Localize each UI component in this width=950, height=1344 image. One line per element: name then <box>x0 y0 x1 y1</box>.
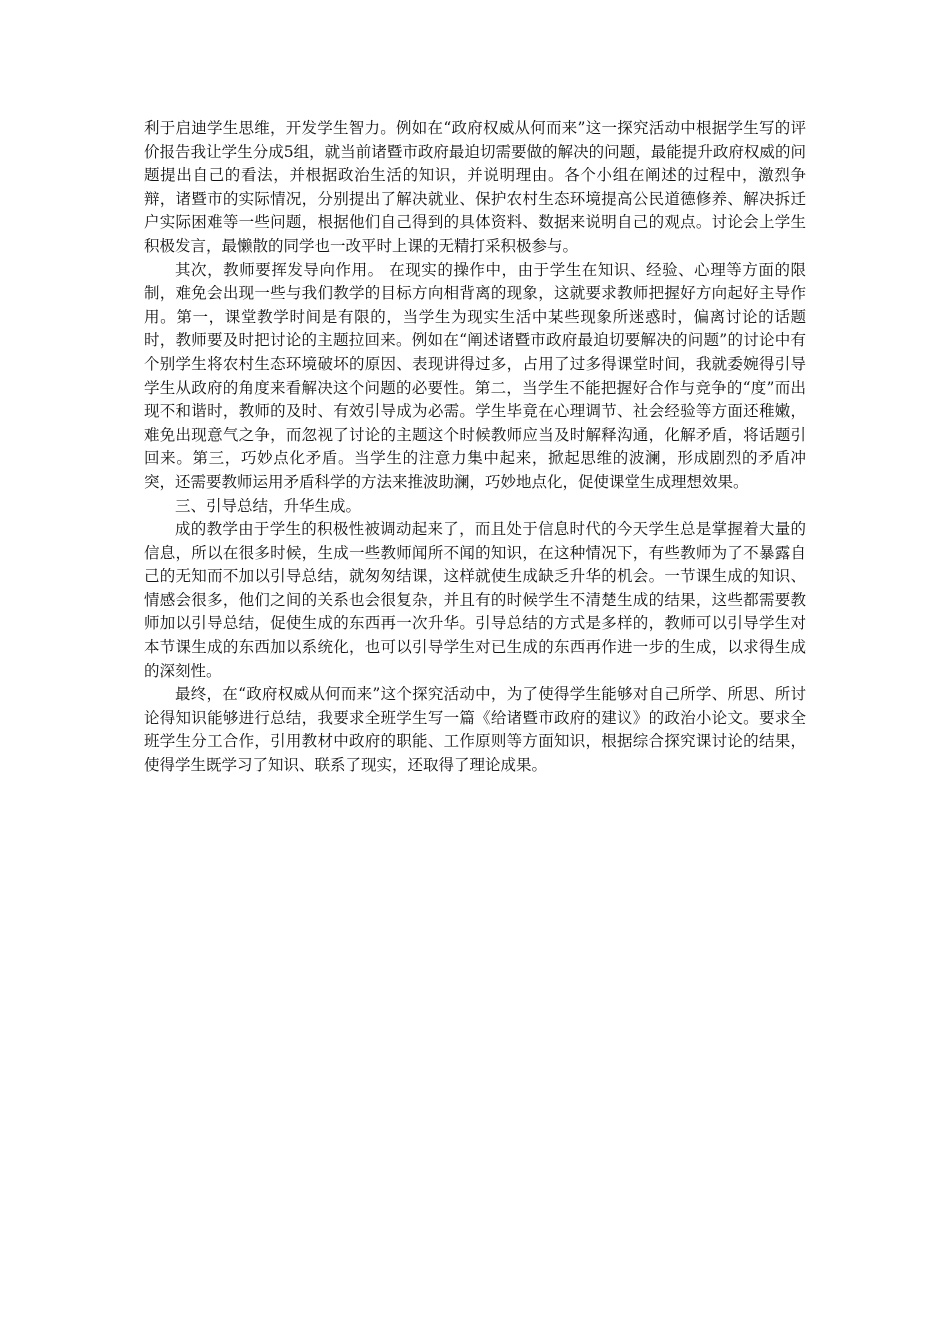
document-body <box>144 117 806 778</box>
paragraph-continued: 利于启迪学生思维，开发学生智力。例如在“政府权威从何而来”这一探究活动中根据学生写的评价报告我让学生分成5组，就当前诸暨市政府最迫切需要做的解决的问题，最能提升政府权威的问题提出自己的看法，并根据政治生活的知识，并说明理由。各个小组在阐述的过程中，激烈争辩，诸暨市的实际情况，分别提出了解决就业、保护农村生态环境提高公民道德修养、解决拆迁户实际困难等一些问题，根据他们自己得到的具体资料、数据来说明自己的观点。讨论会上学生积极发言，最懒散的同学也一改平时上课的无精打采积极参与。 <box>144 119 806 255</box>
section-heading-summary: 三、引导总结，升华生成。 <box>175 496 362 515</box>
paragraph-conclusion: 最终，在“政府权威从何而来”这个探究活动中，为了使得学生能够对自己所学、所思、所讨论得知识能够进行总结，我要求全班学生写一篇《给诸暨市政府的建议》的政治小论文。要求全班学生分工合作，引用教材中政府的职能、工作原则等方面知识，根据综合探究课讨论的结果，使得学生既学习了知识、联系了现实，还取得了理论成果。 <box>144 685 806 775</box>
paragraph-summary: 成的教学由于学生的积极性被调动起来了，而且处于信息时代的今天学生总是掌握着大量的信息，所以在很多时候，生成一些教师闻所不闻的知识，在这种情况下，有些教师为了不暴露自己的无知而不加以引导总结，就匆匆结课，这样就使生成缺乏升华的机会。一节课生成的知识、情感会很多，他们之间的关系也会很复杂，并且有的时候学生不清楚生成的结果，这些都需要教师加以引导总结，促使生成的东西再一次升华。引导总结的方式是多样的，教师可以引导学生对本节课生成的东西加以系统化，也可以引导学生对已生成的东西再作进一步的生成，以求得生成的深刻性。 <box>144 520 806 680</box>
paragraph-teacher-guidance: 其次，教师要挥发导向作用。 在现实的操作中，由于学生在知识、经验、心理等方面的限制，难免会出现一些与我们教学的目标方向相背离的现象，这就要求教师把握好方向起好主导作用。第一，课堂教学时间是有限的，当学生为现实生活中某些现象所迷惑时，偏离讨论的话题时，教师要及时把讨论的主题拉回来。例如在“阐述诸暨市政府最迫切要解决的问题”的讨论中有个别学生将农村生态环境破坏的原因、表现讲得过多，占用了过多得课堂时间，我就委婉得引导学生从政府的角度来看解决这个问题的必要性。第二，当学生不能把握好合作与竞争的“度”而出现不和谐时，教师的及时、有效引导成为必需。学生毕竟在心理调节、社会经验等方面还稚嫩，难免出现意气之争，而忽视了讨论的主题这个时候教师应当及时解释沟通，化解矛盾，将话题引回来。第三，巧妙点化矛盾。当学生的注意力集中起来，掀起思维的波澜，形成剧烈的矛盾冲突，还需要教师运用矛盾科学的方法来推波助澜，巧妙地点化，促使课堂生成理想效果。 <box>144 260 806 491</box>
